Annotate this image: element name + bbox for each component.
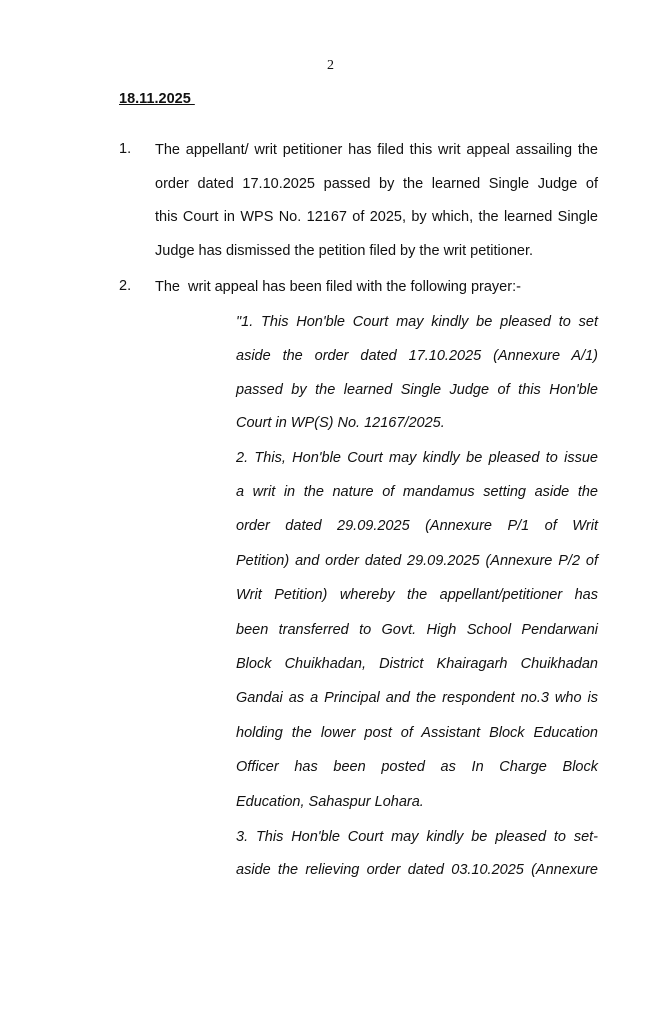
paragraph-1-line: The appellant/ writ petitioner has filed this writ appeal assailing the: [155, 142, 598, 158]
prayer-line: holding the lower post of Assistant Block Education: [236, 725, 598, 741]
prayer-line: 2. This, Hon'ble Court may kindly be pleased to issue: [236, 450, 598, 466]
prayer-line: Gandai as a Principal and the respondent no.3 who is: [236, 690, 598, 706]
prayer-line: Officer has been posted as In Charge Block: [236, 759, 598, 775]
date-heading: 18.11.2025: [119, 91, 195, 107]
prayer-line: 3. This Hon'ble Court may kindly be pleased to set-: [236, 829, 598, 845]
prayer-line: "1. This Hon'ble Court may kindly be pleased to set: [236, 314, 598, 330]
prayer-line: Court in WP(S) No. 12167/2025.: [236, 415, 445, 431]
prayer-line: aside the order dated 17.10.2025 (Annexure A/1): [236, 348, 598, 364]
prayer-line: order dated 29.09.2025 (Annexure P/1 of Writ: [236, 518, 598, 534]
prayer-line: been transferred to Govt. High School Pendarwani: [236, 622, 598, 638]
prayer-line: Writ Petition) whereby the appellant/petitioner has: [236, 587, 598, 603]
paragraph-2-number: 2.: [119, 278, 132, 294]
paragraph-1-number: 1.: [119, 141, 132, 157]
prayer-line: passed by the learned Single Judge of this Hon'ble: [236, 382, 598, 398]
paragraph-2-line: The writ appeal has been filed with the following prayer:-: [155, 279, 521, 295]
prayer-line: Petition) and order dated 29.09.2025 (Annexure P/2 of: [236, 553, 598, 569]
prayer-line: Block Chuikhadan, District Khairagarh Chuikhadan: [236, 656, 598, 672]
prayer-line: aside the relieving order dated 03.10.2025 (Annexure: [236, 862, 598, 878]
paragraph-1-line: this Court in WPS No. 12167 of 2025, by which, the learned Single: [155, 209, 598, 225]
page-number: 2: [327, 58, 334, 73]
paragraph-1-line: order dated 17.10.2025 passed by the learned Single Judge of: [155, 176, 598, 192]
prayer-line: Education, Sahaspur Lohara.: [236, 794, 424, 810]
paragraph-1-line: Judge has dismissed the petition filed by the writ petitioner.: [155, 243, 534, 259]
prayer-line: a writ in the nature of mandamus setting aside the: [236, 484, 598, 500]
